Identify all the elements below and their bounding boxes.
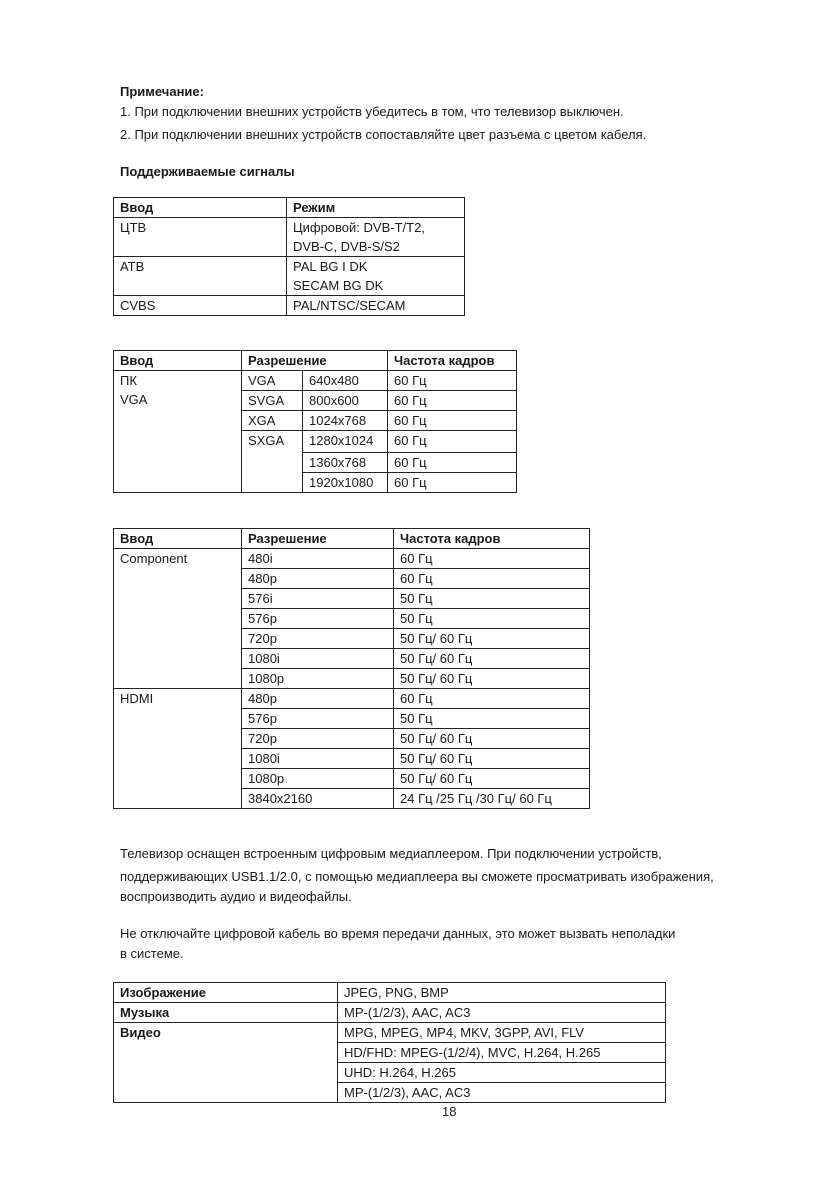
table-header-row xyxy=(114,351,517,371)
table-header-row xyxy=(114,198,465,218)
cell-resolution: 800x600 xyxy=(303,391,388,411)
cell-frequency: 50 Гц/ 60 Гц xyxy=(394,649,590,669)
cell-frequency: 50 Гц/ 60 Гц xyxy=(394,769,590,789)
cell-value: MPG, MPEG, MP4, MKV, 3GPP, AVI, FLV xyxy=(338,1023,666,1043)
cell-mode: SXGA xyxy=(242,431,303,493)
cell-frequency: 60 Гц xyxy=(388,431,517,453)
signals-table xyxy=(113,197,465,316)
table-row xyxy=(114,1003,666,1023)
cell-resolution: 720p xyxy=(242,729,394,749)
cell-mode xyxy=(287,257,465,296)
cell-frequency: 60 Гц xyxy=(388,411,517,431)
cell-label-image: Изображение xyxy=(114,983,338,1003)
header-resolution: Разрешение xyxy=(242,529,394,549)
pc-resolution-table xyxy=(113,350,517,493)
cell-resolution: 1080i xyxy=(242,649,394,669)
header-mode: Режим xyxy=(287,198,465,218)
cell-frequency: 50 Гц xyxy=(394,709,590,729)
cell-label-music: Музыка xyxy=(114,1003,338,1023)
signals-heading: Поддерживаемые сигналы xyxy=(120,164,295,179)
header-input: Ввод xyxy=(114,529,242,549)
cell-input-hdmi: HDMI xyxy=(114,689,242,809)
table-row xyxy=(114,371,517,391)
cell-frequency: 50 Гц/ 60 Гц xyxy=(394,629,590,649)
cell-resolution: 576p xyxy=(242,609,394,629)
cell-input-line: ПК xyxy=(120,373,137,388)
header-frequency: Частота кадров xyxy=(394,529,590,549)
cell-mode-line: SECAM BG DK xyxy=(293,278,384,293)
cell-frequency: 50 Гц xyxy=(394,589,590,609)
cell-resolution: 640x480 xyxy=(303,371,388,391)
cell-value: MP-(1/2/3), AAC, AC3 xyxy=(338,1083,666,1103)
cell-frequency: 50 Гц/ 60 Гц xyxy=(394,749,590,769)
cell-resolution: 1024x768 xyxy=(303,411,388,431)
cell-frequency: 50 Гц/ 60 Гц xyxy=(394,669,590,689)
cell-frequency: 24 Гц /25 Гц /30 Гц/ 60 Гц xyxy=(394,789,590,809)
media-player-paragraph-line: воспроизводить аудио и видеофайлы. xyxy=(120,889,352,904)
media-player-paragraph-line: Телевизор оснащен встроенным цифровым медиаплеером. При подключении устройств, xyxy=(120,846,662,861)
cell-value: MP-(1/2/3), AAC, AC3 xyxy=(338,1003,666,1023)
cell-resolution: 1280x1024 xyxy=(303,431,388,453)
cell-resolution: 1080i xyxy=(242,749,394,769)
note-item-2: 2. При подключении внешних устройств сопоставляйте цвет разъема с цветом кабеля. xyxy=(120,127,647,142)
cell-resolution: 480p xyxy=(242,569,394,589)
table-row xyxy=(114,296,465,316)
cell-resolution: 1080p xyxy=(242,669,394,689)
component-hdmi-table xyxy=(113,528,590,809)
table-header-row xyxy=(114,529,590,549)
note-heading: Примечание: xyxy=(120,84,204,99)
page-number: 18 xyxy=(442,1104,457,1119)
note-item-1: 1. При подключении внешних устройств убедитесь в том, что телевизор выключен. xyxy=(120,104,624,119)
table-row xyxy=(114,689,590,709)
cell-mode: PAL/NTSC/SECAM xyxy=(287,296,465,316)
warning-paragraph-line: Не отключайте цифровой кабель во время передачи данных, это может вызвать неполадки xyxy=(120,926,676,941)
cell-mode: XGA xyxy=(242,411,303,431)
header-input: Ввод xyxy=(114,198,287,218)
cell-frequency: 60 Гц xyxy=(388,391,517,411)
warning-paragraph-line: в системе. xyxy=(120,946,184,961)
media-formats-table xyxy=(113,982,666,1103)
cell-value: JPEG, PNG, BMP xyxy=(338,983,666,1003)
table-row xyxy=(114,983,666,1003)
cell-input-component: Component xyxy=(114,549,242,689)
table-row xyxy=(114,1023,666,1043)
cell-resolution: 1360x768 xyxy=(303,453,388,473)
cell-resolution: 1920x1080 xyxy=(303,473,388,493)
cell-frequency: 60 Гц xyxy=(394,569,590,589)
header-input: Ввод xyxy=(114,351,242,371)
cell-resolution: 720p xyxy=(242,629,394,649)
cell-label-video: Видео xyxy=(114,1023,338,1103)
cell-resolution: 576i xyxy=(242,589,394,609)
table-row xyxy=(114,218,465,257)
cell-input: АТВ xyxy=(114,257,287,296)
cell-value: HD/FHD: MPEG-(1/2/4), MVC, H.264, H.265 xyxy=(338,1043,666,1063)
cell-frequency: 50 Гц/ 60 Гц xyxy=(394,729,590,749)
cell-resolution: 576p xyxy=(242,709,394,729)
cell-mode xyxy=(287,218,465,257)
cell-frequency: 60 Гц xyxy=(388,453,517,473)
table-row xyxy=(114,257,465,296)
cell-frequency: 50 Гц xyxy=(394,609,590,629)
cell-resolution: 3840x2160 xyxy=(242,789,394,809)
cell-frequency: 60 Гц xyxy=(394,689,590,709)
table-row xyxy=(114,549,590,569)
cell-frequency: 60 Гц xyxy=(388,371,517,391)
cell-resolution: 480p xyxy=(242,689,394,709)
header-frequency: Частота кадров xyxy=(388,351,517,371)
cell-input xyxy=(114,371,242,493)
cell-input: ЦТВ xyxy=(114,218,287,257)
header-resolution: Разрешение xyxy=(242,351,388,371)
cell-frequency: 60 Гц xyxy=(394,549,590,569)
cell-mode-line: PAL BG I DK xyxy=(293,259,368,274)
cell-input: CVBS xyxy=(114,296,287,316)
cell-mode: SVGA xyxy=(242,391,303,411)
media-player-paragraph-line: поддерживающих USB1.1/2.0, с помощью медиаплеера вы сможете просматривать изображения, xyxy=(120,869,714,884)
cell-resolution: 1080p xyxy=(242,769,394,789)
cell-mode-line: DVB-C, DVB-S/S2 xyxy=(293,239,400,254)
cell-frequency: 60 Гц xyxy=(388,473,517,493)
cell-resolution: 480i xyxy=(242,549,394,569)
cell-input-line: VGA xyxy=(120,392,148,407)
cell-mode-line: Цифровой: DVB-T/T2, xyxy=(293,220,425,235)
cell-mode: VGA xyxy=(242,371,303,391)
cell-value: UHD: H.264, H.265 xyxy=(338,1063,666,1083)
